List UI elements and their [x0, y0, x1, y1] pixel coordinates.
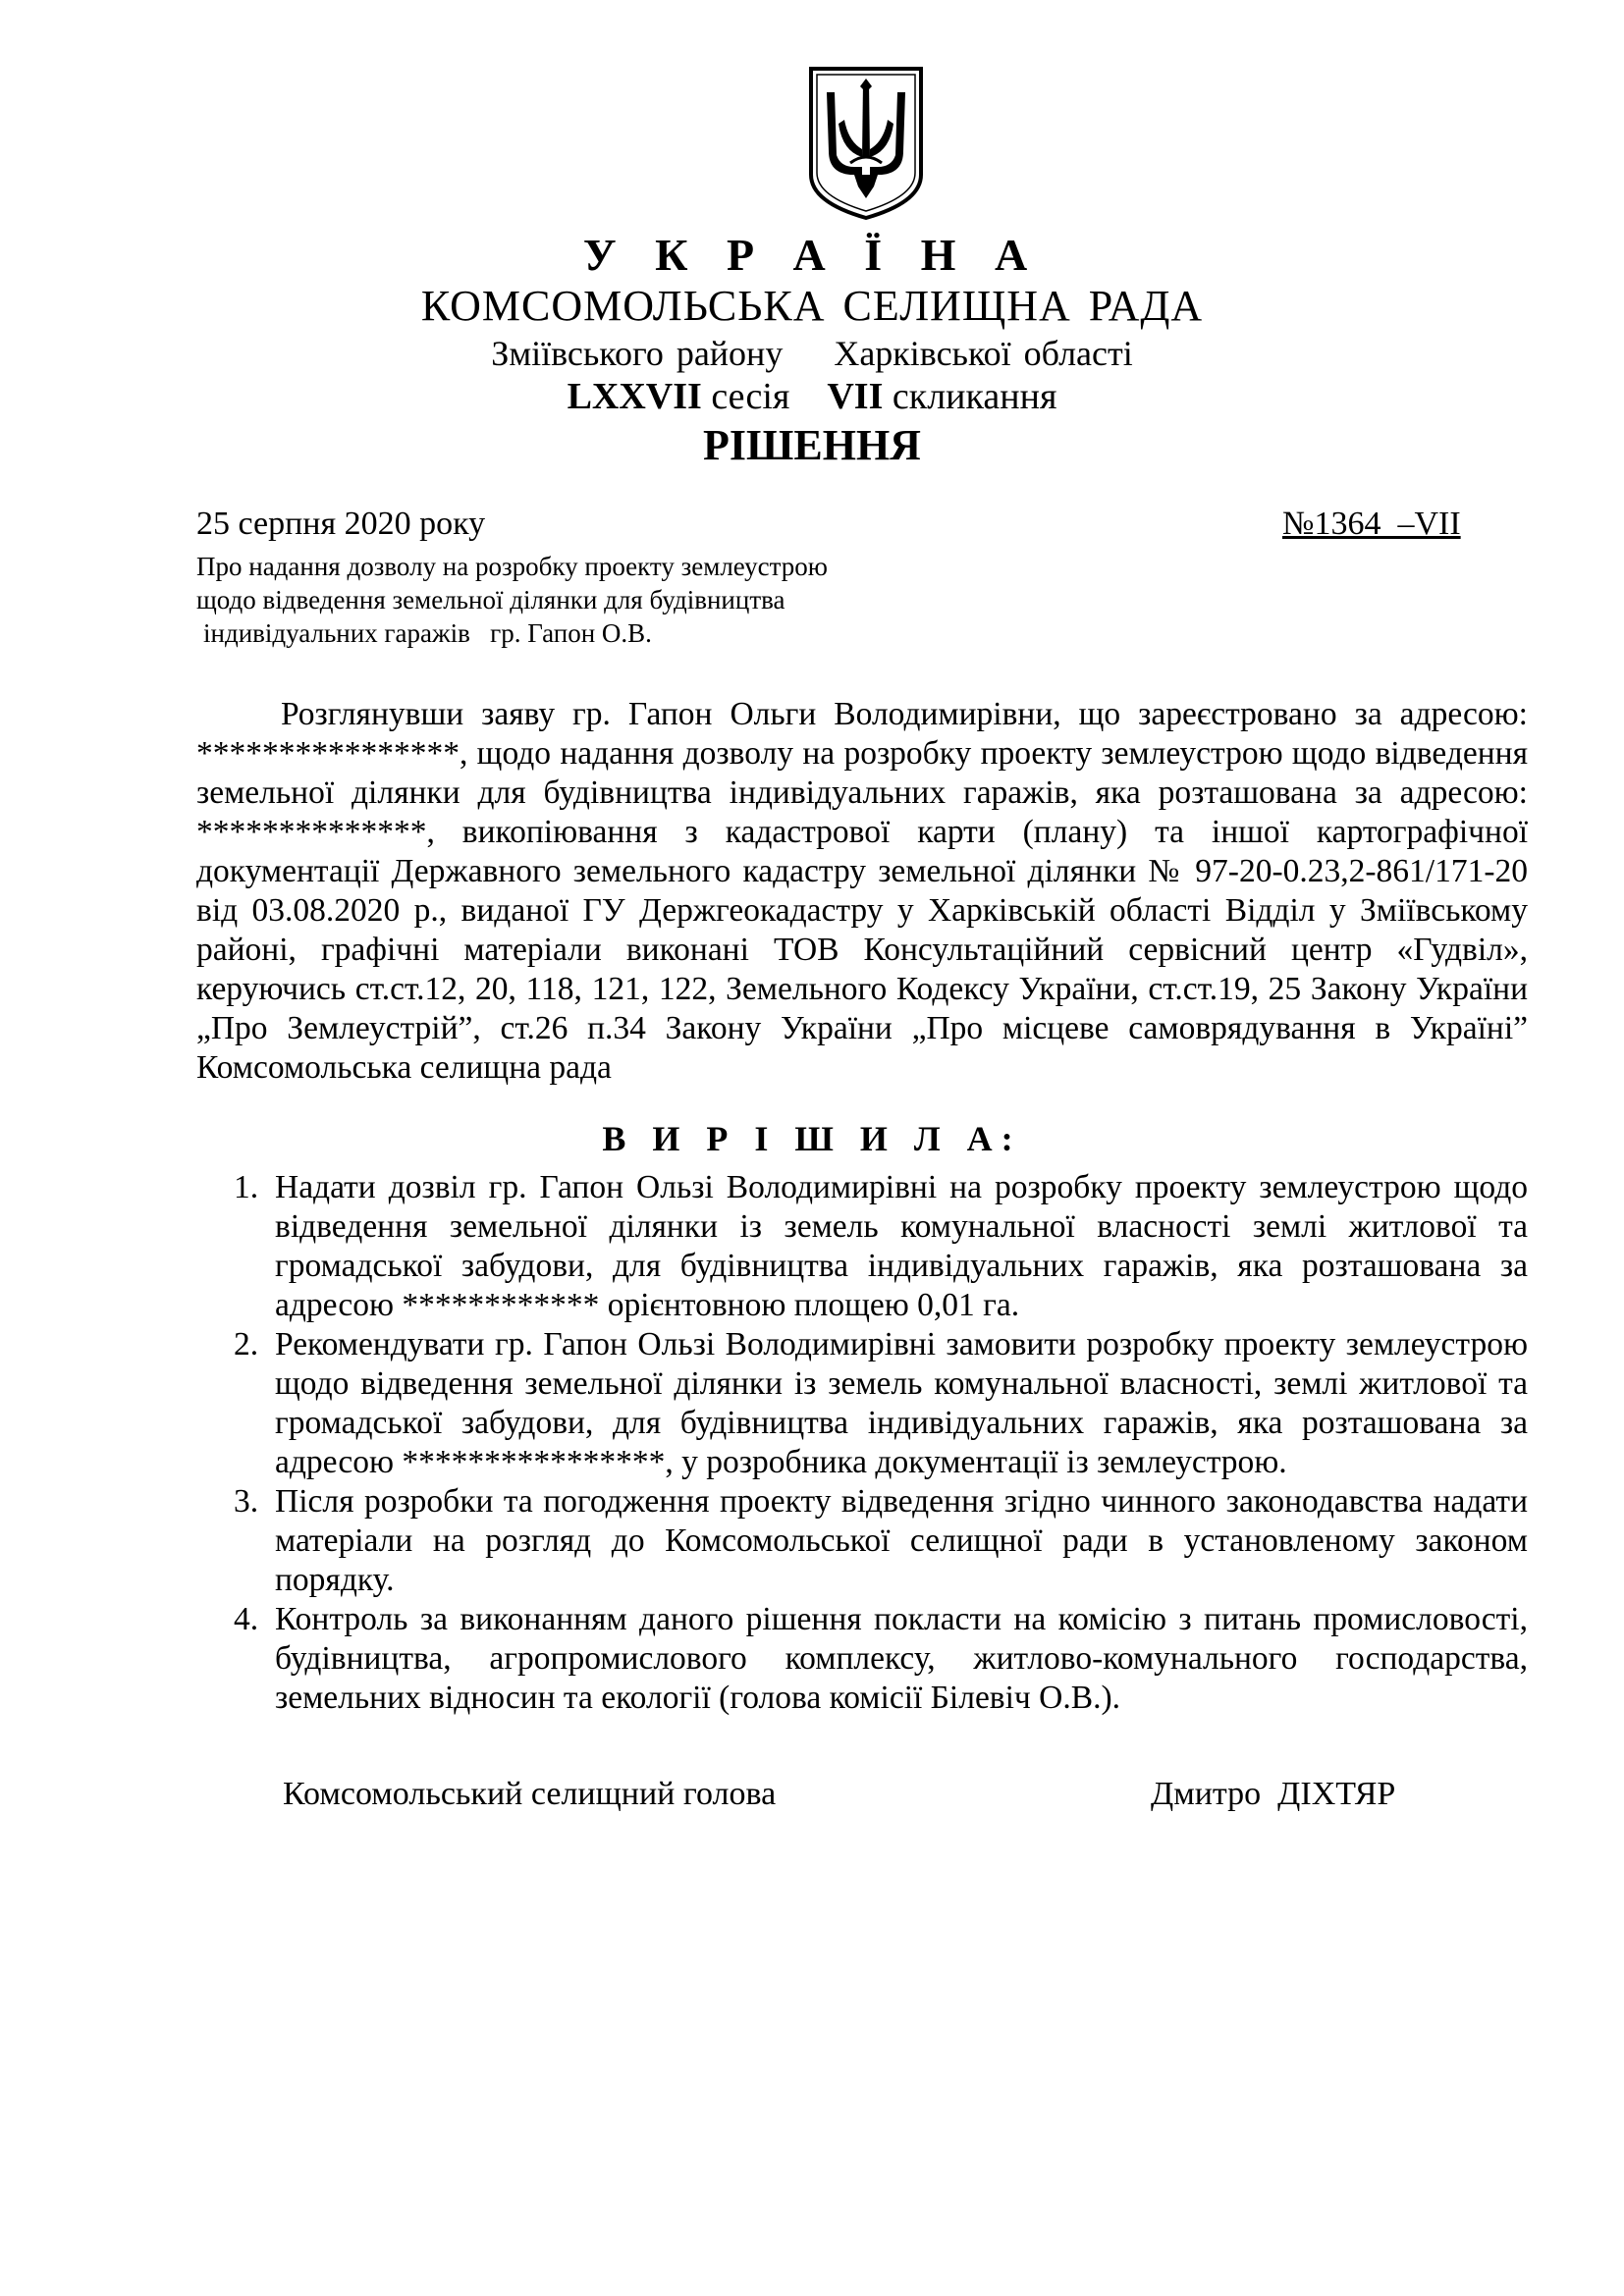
signatory-name: Дмитро ДІХТЯР [1151, 1776, 1396, 1812]
document-type: РІШЕННЯ [703, 421, 921, 469]
signatory-role: Комсомольський селищний голова [283, 1776, 777, 1812]
list-item [196, 1168, 1528, 1325]
item-number: 4. [234, 1601, 259, 1637]
item-text: Надати дозвіл гр. Гапон Ользі Володимирівні на розробку проекту землеустрою щодо відведення земельної ділянки із земель комунальної власності землі житлової та громадської забудови, для будівництва індивідуальних гаражів, яка розташована за адресою ************ орієнтовною площею 0,01 га. [275, 1169, 1528, 1323]
resolution-items [196, 1168, 1528, 1718]
item-number: 1. [234, 1169, 259, 1205]
subject-line: Про надання дозволу на розробку проекту землеустрою [196, 552, 828, 581]
country-heading: У К Р А Ї Н А [582, 230, 1042, 280]
resolved-heading: В И Р І Ш И Л А: [602, 1119, 1022, 1158]
convocation-roman: VII [827, 376, 884, 417]
subject-line: щодо відведення земельної ділянки для будівництва [196, 585, 785, 614]
decision-number: №1364 –VII [1282, 506, 1461, 542]
list-item [196, 1600, 1528, 1718]
item-number: 3. [234, 1483, 259, 1520]
session-roman: LXXVII [567, 376, 702, 417]
convocation-word: скликання [892, 376, 1057, 417]
list-item [196, 1325, 1528, 1482]
item-text: Після розробки та погодження проекту відведення згідно чинного законодавства надати матеріали на розгляд до Комсомольської селищної ради в установленому законом порядку. [275, 1483, 1528, 1598]
trident-coat-of-arms-icon [805, 65, 927, 222]
list-item [196, 1482, 1528, 1600]
decision-subject [196, 550, 943, 650]
item-number: 2. [234, 1326, 259, 1362]
session-word: сесія [711, 376, 790, 417]
preamble-paragraph: Розглянувши заяву гр. Гапон Ольги Володимирівни, що зареєстровано за адресою: ****************, щодо надання дозволу на розробку проекту землеустрою щодо відведення земельної ділянки для будівництва індивідуальних гаражів, яка розташована за адресою: **************, викопіювання з кадастрової карти (плану) та іншої картографічної документації Державного земельного кадастру земельної ділянки № 97-20-0.23,2-861/171-20 від 03.08.2020 р., виданої ГУ Держгеокадастру у Харківській області Відділ у Зміївському районі, графічні матеріали виконані ТОВ Консультаційний сервісний центр «Гудвіл», керуючись ст.ст.12, 20, 118, 121, 122, Земельного Кодексу України, ст.ст.19, 25 Закону України „Про Землеустрій”, ст.26 п.34 Закону України „Про місцеве самоврядування в Україні” Комсомольська селищна рада [196, 696, 1528, 1086]
item-text: Рекомендувати гр. Гапон Ользі Володимирівні замовити розробку проекту землеустрою щодо відведення земельної ділянки із земель комунальної власності, землі житлової та громадської забудови, для будівництва індивідуальних гаражів, яка розташована за адресою ****************, у розробника документації із землеустрою. [275, 1326, 1528, 1480]
subject-line: індивідуальних гаражів гр. Гапон О.В. [203, 618, 652, 648]
item-text: Контроль за виконанням даного рішення покласти на комісію з питань промисловості, будівництва, агропромислового комплексу, житлово-комунального господарства, земельних відносин та екології (голова комісії Білевіч О.В.). [275, 1601, 1528, 1716]
council-name: КОМСОМОЛЬСЬКА СЕЛИЩНА РАДА [420, 282, 1204, 330]
district-region: Зміївського району Харківської області [491, 334, 1133, 373]
decision-date: 25 серпня 2020 року [196, 506, 486, 542]
session-line [0, 373, 1624, 420]
